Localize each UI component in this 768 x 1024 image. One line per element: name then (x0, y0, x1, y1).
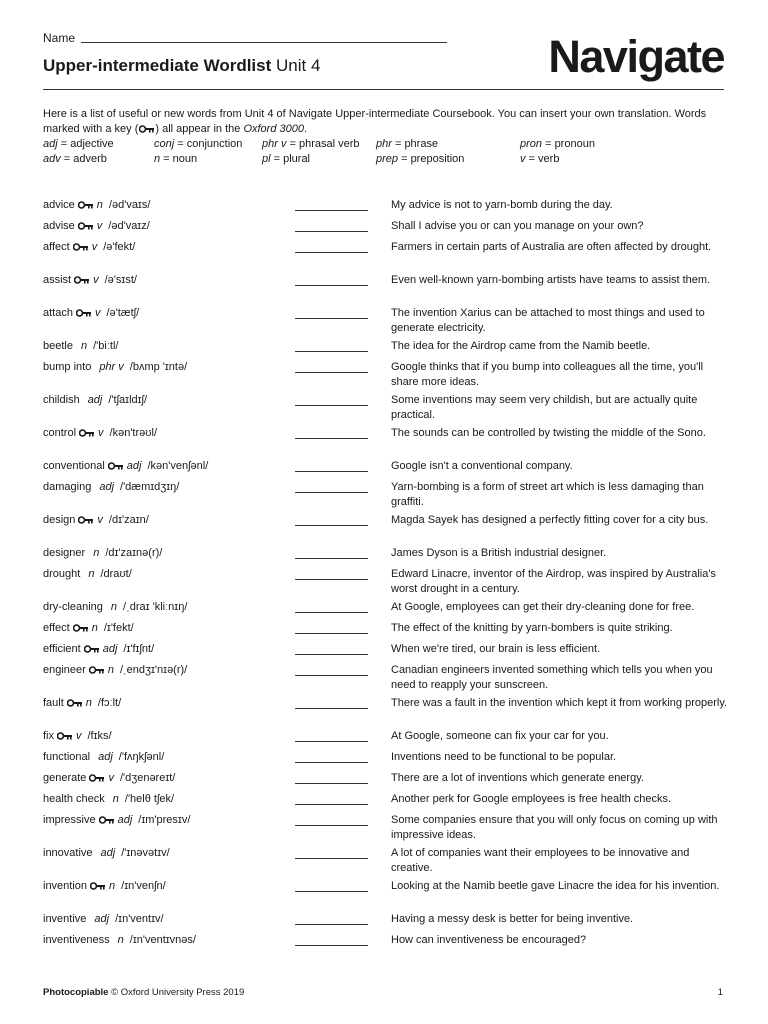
abbreviation-meaning: = phrase (391, 138, 439, 150)
example-sentence: Another perk for Google employees is free health checks. (391, 793, 672, 805)
pronunciation: /'biːtl/ (93, 340, 119, 352)
pronunciation: /'ɪnəvətɪv/ (121, 847, 170, 859)
pronunciation: /'tʃaɪldɪʃ/ (108, 394, 148, 406)
abbreviations-row (43, 137, 733, 152)
pronunciation: /ˌdraɪ 'kliːnɪŋ/ (123, 601, 188, 613)
part-of-speech: v (108, 772, 114, 784)
abbreviation-item (154, 137, 242, 152)
pronunciation: /ɪn'ventɪv/ (115, 913, 164, 925)
translation-blank[interactable] (295, 318, 368, 319)
abbreviation-code: pron (520, 138, 543, 150)
headword (43, 696, 121, 711)
translation-blank[interactable] (295, 654, 368, 655)
part-of-speech: n (91, 622, 98, 634)
key-icon (90, 882, 105, 890)
abbreviation-meaning: = noun (160, 152, 198, 165)
headword (43, 198, 150, 213)
key-icon (108, 462, 123, 470)
intro-text: Here is a list of useful or new words from Unit 4 of Navigate Upper-intermediate Coursebook. You can insert your own translation. Words marked with a key ( ) all appear in the Oxford 3000. (43, 108, 707, 135)
translation-blank[interactable] (295, 804, 368, 805)
pronunciation: /kən'trəʊl/ (109, 427, 158, 439)
pronunciation: /ə'sɪst/ (104, 274, 137, 286)
headword (43, 792, 174, 807)
part-of-speech: phr v (99, 361, 124, 373)
word: health check (43, 793, 105, 805)
headword (43, 729, 112, 744)
word: efficient (43, 643, 81, 655)
translation-blank[interactable] (295, 231, 368, 232)
pronunciation: /ɪn'ventɪvnəs/ (129, 934, 196, 946)
example-sentence: Shall I advise you or can you manage on your own? (391, 220, 644, 232)
example-sentence: Having a messy desk is better for being inventive. (391, 913, 634, 925)
abbreviations-key (43, 137, 733, 166)
part-of-speech: v (91, 241, 98, 253)
example-sentence: Google thinks that if you bump into colleagues all the time, you'll share more ideas. (391, 361, 704, 388)
example-sentence: The invention Xarius can be attached to most things and used to generate electricity. (391, 307, 705, 334)
part-of-speech: n (107, 664, 114, 676)
abbreviation-meaning: = adjective (57, 138, 114, 150)
headword (43, 879, 166, 894)
word: bump into (43, 361, 92, 373)
key-icon (78, 516, 93, 524)
word: beetle (43, 340, 73, 352)
pronunciation: /draʊt/ (100, 568, 132, 580)
part-of-speech: n (110, 601, 118, 613)
title-bold: Upper-intermediate Wordlist (43, 56, 272, 75)
headword (43, 771, 175, 786)
headword (43, 663, 187, 678)
translation-blank[interactable] (295, 741, 368, 742)
abbreviation-code: pl (262, 152, 271, 165)
example-sentence: The idea for the Airdrop came from the Namib beetle. (391, 340, 651, 352)
translation-blank[interactable] (295, 285, 368, 286)
part-of-speech: n (112, 793, 119, 805)
word: inventive (43, 913, 87, 925)
abbreviation-item (154, 152, 197, 167)
part-of-speech: v (76, 730, 82, 742)
name-field[interactable] (81, 42, 447, 43)
word: invention (43, 880, 88, 892)
abbreviation-item (520, 137, 595, 152)
word: advice (43, 199, 75, 211)
headword (43, 273, 137, 288)
translation-blank[interactable] (295, 675, 368, 676)
translation-blank[interactable] (295, 438, 368, 439)
word: fault (43, 697, 64, 709)
navigate-logo: Navigate (548, 31, 724, 82)
word: dry-cleaning (43, 601, 103, 613)
part-of-speech: v (97, 514, 103, 526)
translation-blank[interactable] (295, 708, 368, 709)
example-sentence: At Google, someone can fix your car for you. (391, 730, 609, 742)
pronunciation: /bʌmp 'ɪntə/ (129, 361, 188, 373)
key-icon (73, 624, 88, 632)
part-of-speech: adj (94, 913, 110, 925)
translation-blank[interactable] (295, 558, 368, 559)
example-sentence: Edward Linacre, inventor of the Airdrop, was inspired by Australia's worst drought in a century. (391, 568, 716, 595)
example-sentence: Some inventions may seem very childish, but are actually quite practical. (391, 394, 698, 421)
part-of-speech: v (98, 427, 104, 439)
word: design (43, 514, 76, 526)
headword (43, 642, 154, 657)
translation-blank[interactable] (295, 633, 368, 634)
part-of-speech: n (85, 697, 92, 709)
abbreviation-meaning: = plural (270, 152, 311, 165)
headword (43, 306, 139, 321)
headword (43, 621, 134, 636)
pronunciation: /ə'tætʃ/ (106, 307, 140, 319)
example-sentence: How can inventiveness be encouraged? (391, 934, 587, 946)
part-of-speech: n (93, 547, 100, 559)
abbreviation-code: prep (376, 152, 399, 165)
abbreviation-code: phr v (262, 138, 287, 150)
example-sentence: Farmers in certain parts of Australia are often affected by drought. (391, 241, 712, 253)
part-of-speech: n (96, 199, 103, 211)
abbreviation-item (43, 137, 114, 152)
part-of-speech: adj (99, 481, 115, 493)
translation-blank[interactable] (295, 762, 368, 763)
word: innovative (43, 847, 93, 859)
footer-copyright: Photocopiable © Oxford University Press 2019 (43, 987, 245, 998)
translation-blank[interactable] (295, 783, 368, 784)
title-unit: Unit 4 (271, 56, 321, 75)
abbreviation-item (43, 152, 107, 167)
word: childish (43, 394, 80, 406)
word: fix (43, 730, 54, 742)
example-sentence: Magda Sayek has designed a perfectly fitting cover for a city bus. (391, 514, 709, 526)
abbreviation-meaning: = verb (525, 152, 560, 165)
headword (43, 846, 170, 861)
key-icon (78, 201, 93, 209)
key-icon (74, 276, 89, 284)
abbreviation-item (262, 137, 360, 152)
headword (43, 360, 187, 375)
example-sentence: My advice is not to yarn-bomb during the day. (391, 199, 613, 211)
pronunciation: /ɪn'venʃn/ (121, 880, 166, 892)
word: affect (43, 241, 70, 253)
key-icon (73, 243, 88, 251)
part-of-speech: v (93, 274, 99, 286)
headword (43, 219, 150, 234)
headword (43, 813, 190, 828)
part-of-speech: n (117, 934, 124, 946)
word: inventiveness (43, 934, 110, 946)
pronunciation: /fɔːlt/ (97, 697, 122, 709)
name-label: Name (43, 31, 76, 45)
abbreviation-code: phr (376, 138, 392, 150)
example-sentence: James Dyson is a British industrial designer. (391, 547, 607, 559)
abbreviation-meaning: = conjunction (174, 138, 243, 150)
abbreviation-item (376, 152, 464, 167)
headword (43, 426, 157, 441)
example-sentence: Some companies ensure that you will only focus on coming up with impressive ideas. (391, 814, 718, 841)
headword (43, 339, 118, 354)
pronunciation: /kən'venʃənl/ (147, 460, 209, 472)
key-icon (57, 732, 72, 740)
key-icon (139, 125, 154, 133)
translation-blank[interactable] (295, 492, 368, 493)
word: damaging (43, 481, 92, 493)
word: designer (43, 547, 86, 559)
key-icon (67, 699, 82, 707)
abbreviation-code: v (520, 152, 526, 165)
translation-blank[interactable] (295, 252, 368, 253)
pronunciation: /dɪ'zaɪn/ (108, 514, 149, 526)
translation-blank[interactable] (295, 858, 368, 859)
example-sentence: Canadian engineers invented something which tells you when you need to reapply your sunscreen. (391, 664, 713, 691)
part-of-speech: adj (117, 814, 133, 826)
pronunciation: /ɪ'fekt/ (103, 622, 134, 634)
part-of-speech: adj (98, 751, 113, 763)
part-of-speech: n (88, 568, 95, 580)
headword (43, 240, 135, 255)
part-of-speech: v (94, 307, 101, 319)
translation-blank[interactable] (295, 579, 368, 580)
translation-blank[interactable] (295, 612, 368, 613)
example-sentence: A lot of companies want their employees to be innovative and creative. (391, 847, 690, 874)
word: engineer (43, 664, 86, 676)
pronunciation: /dɪ'zaɪnə(r)/ (105, 547, 163, 559)
word: assist (43, 274, 72, 286)
header-divider (43, 89, 724, 90)
headword (43, 600, 187, 615)
headword (43, 546, 162, 561)
pronunciation: /'fʌŋkʃənl/ (118, 751, 165, 763)
translation-blank[interactable] (295, 471, 368, 472)
headword (43, 933, 196, 948)
headword (43, 480, 179, 495)
example-sentence: When we're tired, our brain is less efficient. (391, 643, 601, 655)
translation-blank[interactable] (295, 924, 368, 925)
part-of-speech: adj (87, 394, 103, 406)
abbreviation-code: n (154, 152, 161, 165)
word: drought (43, 568, 81, 580)
part-of-speech: adj (100, 847, 116, 859)
abbreviation-code: adj (43, 138, 58, 150)
word: functional (43, 751, 91, 763)
pronunciation: /'helθ tʃek/ (124, 793, 175, 805)
translation-blank[interactable] (295, 351, 368, 352)
abbreviation-item (376, 137, 438, 152)
pronunciation: /əd'vaɪz/ (108, 220, 150, 232)
page-title (43, 56, 320, 76)
pronunciation: /ə'fekt/ (103, 241, 136, 253)
word: attach (43, 307, 73, 319)
example-sentence: Google isn't a conventional company. (391, 460, 573, 472)
headword (43, 393, 147, 408)
abbreviation-meaning: = preposition (398, 152, 465, 165)
part-of-speech: n (109, 880, 116, 892)
key-icon (78, 222, 93, 230)
word: conventional (43, 460, 105, 472)
part-of-speech: v (96, 220, 103, 232)
abbreviation-item (262, 152, 310, 167)
word: control (43, 427, 77, 439)
abbreviation-item (520, 152, 559, 167)
pronunciation: /ɪm'presɪv/ (138, 814, 191, 826)
word: generate (43, 772, 87, 784)
example-sentence: The sounds can be controlled by twisting the middle of the Sono. (391, 427, 706, 439)
part-of-speech: adj (102, 643, 118, 655)
translation-blank[interactable] (295, 405, 368, 406)
key-icon (76, 309, 91, 317)
pronunciation: /ɪ'fɪʃnt/ (123, 643, 155, 655)
abbreviation-meaning: = pronoun (542, 138, 595, 150)
pronunciation: /'dæmɪdʒɪŋ/ (120, 481, 180, 493)
translation-blank[interactable] (295, 891, 368, 892)
key-icon (84, 645, 99, 653)
part-of-speech: adj (126, 460, 142, 472)
key-icon (79, 429, 94, 437)
pronunciation: /fɪks/ (87, 730, 112, 742)
translation-blank[interactable] (295, 825, 368, 826)
word: impressive (43, 814, 96, 826)
abbreviation-meaning: = phrasal verb (286, 138, 360, 150)
word: effect (43, 622, 70, 634)
example-sentence: At Google, employees can get their dry-cleaning done for free. (391, 601, 695, 613)
translation-blank[interactable] (295, 525, 368, 526)
pronunciation: /'dʒenəreɪt/ (119, 772, 176, 784)
abbreviation-code: conj (154, 138, 175, 150)
word: advise (43, 220, 75, 232)
example-sentence: The effect of the knitting by yarn-bombers is quite striking. (391, 622, 673, 634)
key-icon (89, 774, 104, 782)
translation-blank[interactable] (295, 945, 368, 946)
abbreviation-code: adv (43, 152, 61, 165)
example-sentence: There are a lot of inventions which generate energy. (391, 772, 644, 784)
translation-blank[interactable] (295, 372, 368, 373)
example-sentence: Yarn-bombing is a form of street art which is less damaging than graffiti. (391, 481, 704, 508)
pronunciation: /əd'vaɪs/ (108, 199, 151, 211)
key-icon (89, 666, 104, 674)
example-sentence: There was a fault in the invention which kept it from working properly. (391, 697, 728, 709)
headword (43, 912, 164, 927)
headword (43, 567, 132, 582)
headword (43, 459, 208, 474)
translation-blank[interactable] (295, 210, 368, 211)
abbreviation-meaning: = adverb (60, 152, 107, 165)
pronunciation: /ˌendʒɪ'nɪə(r)/ (119, 664, 188, 676)
example-sentence: Even well-known yarn-bombing artists have teams to assist them. (391, 274, 711, 286)
page-number: 1 (717, 987, 723, 998)
headword (43, 513, 149, 528)
example-sentence: Looking at the Namib beetle gave Linacre the idea for his invention. (391, 880, 720, 892)
key-icon (99, 816, 114, 824)
headword (43, 750, 164, 765)
example-sentence: Inventions need to be functional to be popular. (391, 751, 617, 763)
part-of-speech: n (80, 340, 88, 352)
abbreviations-row (43, 152, 733, 167)
